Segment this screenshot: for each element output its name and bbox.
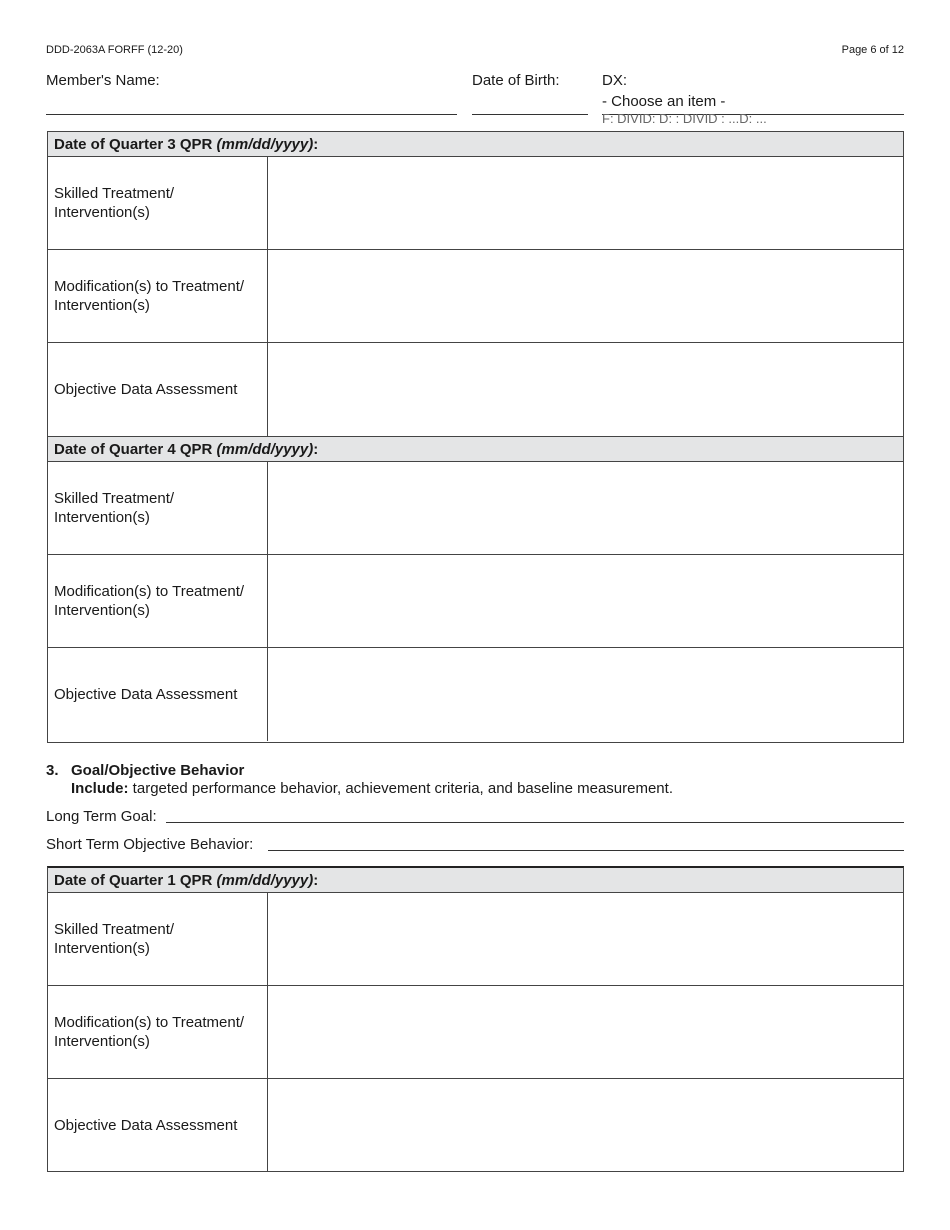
dob-field[interactable] bbox=[472, 100, 588, 115]
row-label: Modification(s) to Treatment/ Intervention(s) bbox=[48, 555, 268, 647]
quarter-1-table bbox=[47, 866, 904, 1172]
section-instructions: Include: targeted performance behavior, achievement criteria, and baseline measurement. bbox=[71, 780, 673, 797]
form-id: DDD-2063A FORFF (12-20) bbox=[46, 44, 183, 56]
row-label: Objective Data Assessment bbox=[48, 343, 268, 436]
modification-field[interactable] bbox=[268, 250, 903, 342]
row-label: Skilled Treatment/ Intervention(s) bbox=[48, 893, 268, 985]
objective-data-field[interactable] bbox=[268, 343, 903, 436]
skilled-treatment-field[interactable] bbox=[268, 157, 903, 249]
dx-selected-value: - Choose an item - bbox=[602, 93, 726, 110]
dx-dropdown[interactable] bbox=[602, 93, 904, 126]
skilled-treatment-field[interactable] bbox=[268, 893, 903, 985]
row-label: Objective Data Assessment bbox=[48, 648, 268, 741]
objective-data-field[interactable] bbox=[268, 648, 903, 741]
section-number: 3. bbox=[46, 762, 59, 779]
dob-label: Date of Birth: bbox=[472, 72, 560, 89]
long-term-goal-label: Long Term Goal: bbox=[46, 808, 157, 825]
table-row bbox=[48, 343, 903, 436]
member-name-field[interactable] bbox=[46, 100, 457, 115]
table-row bbox=[48, 157, 903, 250]
quarter-4-header: Date of Quarter 4 QPR (mm/dd/yyyy): bbox=[48, 437, 903, 462]
short-term-objective-field[interactable] bbox=[268, 836, 904, 851]
member-name-label: Member's Name: bbox=[46, 72, 160, 89]
table-row bbox=[48, 462, 903, 555]
row-label: Skilled Treatment/ Intervention(s) bbox=[48, 157, 268, 249]
table-row bbox=[48, 648, 903, 741]
table-row bbox=[48, 986, 903, 1079]
quarter-4-table bbox=[47, 437, 904, 743]
quarter-3-header: Date of Quarter 3 QPR (mm/dd/yyyy): bbox=[48, 132, 903, 157]
skilled-treatment-field[interactable] bbox=[268, 462, 903, 554]
table-row bbox=[48, 893, 903, 986]
row-label: Modification(s) to Treatment/ Intervention(s) bbox=[48, 250, 268, 342]
short-term-objective-label: Short Term Objective Behavior: bbox=[46, 836, 254, 853]
table-row bbox=[48, 1079, 903, 1172]
section-title: Goal/Objective Behavior bbox=[71, 762, 245, 779]
quarter-3-table bbox=[47, 131, 904, 437]
row-label: Objective Data Assessment bbox=[48, 1079, 268, 1172]
row-label: Skilled Treatment/ Intervention(s) bbox=[48, 462, 268, 554]
dx-label: DX: bbox=[602, 72, 628, 89]
modification-field[interactable] bbox=[268, 986, 903, 1078]
row-label: Modification(s) to Treatment/ Intervention(s) bbox=[48, 986, 268, 1078]
table-row bbox=[48, 250, 903, 343]
quarter-1-header: Date of Quarter 1 QPR (mm/dd/yyyy): bbox=[48, 868, 903, 893]
modification-field[interactable] bbox=[268, 555, 903, 647]
table-row bbox=[48, 555, 903, 648]
dx-overflow-text: F: DIVID: D: : DIVID : ...D: ... bbox=[602, 111, 767, 126]
page-number: Page 6 of 12 bbox=[841, 44, 904, 56]
long-term-goal-field[interactable] bbox=[166, 808, 904, 823]
objective-data-field[interactable] bbox=[268, 1079, 903, 1172]
